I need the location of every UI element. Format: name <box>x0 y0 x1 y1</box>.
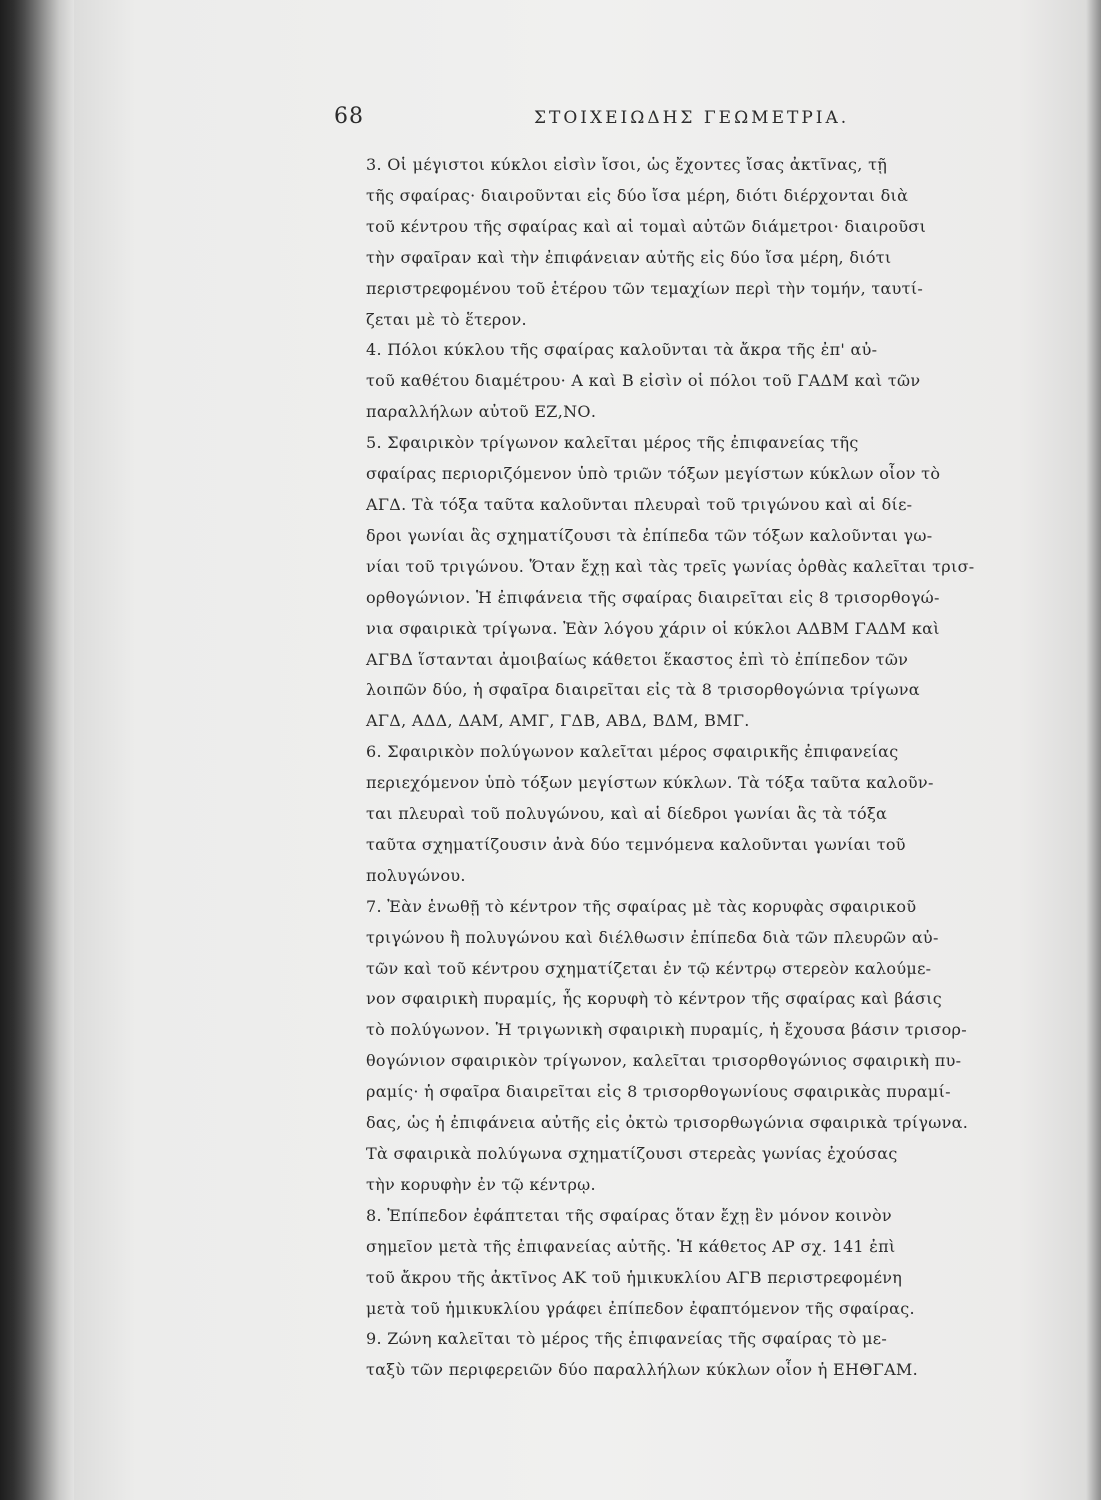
page-header <box>334 104 914 144</box>
text-line: ταῦτα σχηματίζουσιν ἀνὰ δύο τεμνόμενα καλοῦνται γωνίαι τοῦ <box>366 834 906 854</box>
paragraph-4 <box>334 335 1079 428</box>
text-line: σημεῖον μετὰ τῆς ἐπιφανείας αὐτῆς. Ἡ κάθετος ΑΡ σχ. 141 ἐπὶ <box>366 1236 896 1256</box>
paragraph-3 <box>334 150 1079 335</box>
paragraph-5 <box>334 428 1079 737</box>
paragraph-7-continued <box>334 1139 1079 1201</box>
text-line: δροι γωνίαι ἃς σχηματίζουσι τὰ ἐπίπεδα τῶν τόξων καλοῦνται γω- <box>366 525 933 545</box>
text-line: 9. Ζώνη καλεῖται τὸ μέρος τῆς ἐπιφανείας τῆς σφαίρας τὸ με- <box>366 1329 888 1349</box>
running-head-title: ΣΤΟΙΧΕΙΩΔΗΣ ΓΕΩΜΕΤΡΙΑ. <box>534 108 850 128</box>
paragraph-7 <box>334 892 1079 1139</box>
paragraph-8 <box>334 1201 1079 1325</box>
text-line: ζεται μὲ τὸ ἕτερον. <box>366 309 527 329</box>
text-line: τὴν σφαῖραν καὶ τὴν ἐπιφάνειαν αὐτῆς εἰς δύο ἴσα μέρη, διότι <box>366 247 892 267</box>
text-line: τριγώνου ἢ πολυγώνου καὶ διέλθωσιν ἐπίπεδα διὰ τῶν πλευρῶν αὐ- <box>366 927 939 947</box>
text-line: τοῦ καθέτου διαμέτρου· Α καὶ Β εἰσὶν οἱ πόλοι τοῦ ΓΑΔΜ καὶ τῶν <box>366 371 921 391</box>
text-line: 8. Ἐπίπεδον ἐφάπτεται τῆς σφαίρας ὅταν ἔχῃ ἓν μόνον κοινὸν <box>366 1205 892 1225</box>
text-line: περιστρεφομένου τοῦ ἑτέρου τῶν τεμαχίων περὶ τὴν τομήν, ταυτί- <box>366 278 924 298</box>
text-line: παραλλήλων αὐτοῦ ΕΖ,ΝΟ. <box>366 402 597 422</box>
text-line: τοῦ ἄκρου τῆς ἀκτῖνος ΑΚ τοῦ ἡμικυκλίου ΑΓΒ περιστρεφομένη <box>366 1267 903 1287</box>
text-line: δας, ὡς ἡ ἐπιφάνεια αὐτῆς εἰς ὀκτὼ τρισορθωγώνια σφαιρικὰ τρίγωνα. <box>366 1113 969 1133</box>
text-line: 6. Σφαιρικὸν πολύγωνον καλεῖται μέρος σφαιρικῆς ἐπιφανείας <box>366 742 899 762</box>
text-line: 4. Πόλοι κύκλου τῆς σφαίρας καλοῦνται τὰ ἄκρα τῆς ἐπ' αὐ- <box>366 340 878 360</box>
text-line: μετὰ τοῦ ἡμικυκλίου γράφει ἐπίπεδον ἐφαπτόμενον τῆς σφαίρας. <box>366 1298 915 1318</box>
text-line: θογώνιον σφαιρικὸν τρίγωνον, καλεῖται τρισορθογώνιος σφαιρικὴ πυ- <box>366 1051 962 1071</box>
page-number: 68 <box>334 104 364 129</box>
text-line: ταξὺ τῶν περιφερειῶν δύο παραλλήλων κύκλων οἷον ἡ ΕΗΘΓΑΜ. <box>366 1360 918 1380</box>
text-line: ορθογώνιον. Ἡ ἐπιφάνεια τῆς σφαίρας διαιρεῖται εἰς 8 τρισορθογώ- <box>366 587 940 607</box>
text-line: τῆς σφαίρας· διαιροῦνται εἰς δύο ἴσα μέρη, διότι διέρχονται διὰ <box>366 185 909 205</box>
text-line: περιεχόμενον ὑπὸ τόξων μεγίστων κύκλων. Τὰ τόξα ταῦτα καλοῦν- <box>366 773 934 793</box>
text-line: ΑΓΔ. Τὰ τόξα ταῦτα καλοῦνται πλευραὶ τοῦ τριγώνου καὶ αἱ δίε- <box>366 494 913 514</box>
text-line: νίαι τοῦ τριγώνου. Ὅταν ἔχῃ καὶ τὰς τρεῖς γωνίας ὀρθὰς καλεῖται τρισ- <box>366 556 975 576</box>
text-line: ΑΓΒΔ ἵστανται ἀμοιβαίως κάθετοι ἕκαστος ἐπὶ τὸ ἐπίπεδον τῶν <box>366 649 909 669</box>
text-line: ται πλευραὶ τοῦ πολυγώνου, καὶ αἱ δίεδροι γωνίαι ἃς τὰ τόξα <box>366 804 888 824</box>
text-line: ΑΓΔ, ΑΔΔ, ΔΑΜ, ΑΜΓ, ΓΔΒ, ΑΒΔ, ΒΔΜ, ΒΜΓ. <box>366 711 750 731</box>
text-line: Τὰ σφαιρικὰ πολύγωνα σχηματίζουσι στερεὰς γωνίας ἐχούσας <box>366 1144 898 1163</box>
text-line: τῶν καὶ τοῦ κέντρου σχηματίζεται ἐν τῷ κέντρῳ στερεὸν καλούμε- <box>366 958 932 978</box>
text-line: τὴν κορυφὴν ἐν τῷ κέντρῳ. <box>366 1174 596 1194</box>
paragraph-6 <box>334 737 1079 892</box>
text-line: σφαίρας περιοριζόμενον ὑπὸ τριῶν τόξων μεγίστων κύκλων οἷον τὸ <box>366 464 941 484</box>
page-edge-shadow <box>1086 0 1101 1500</box>
text-line: νια σφαιρικὰ τρίγωνα. Ἐὰν λόγου χάριν οἱ κύκλοι ΑΔΒΜ ΓΑΔΜ καὶ <box>366 618 940 638</box>
paragraph-9 <box>334 1324 1079 1386</box>
book-binding-edge <box>0 0 74 1500</box>
text-line: ραμίς· ἡ σφαῖρα διαιρεῖται εἰς 8 τρισορθογωνίους σφαιρικὰς πυραμί- <box>366 1082 951 1102</box>
text-line: τὸ πολύγωνον. Ἡ τριγωνικὴ σφαιρικὴ πυραμίς, ἡ ἔχουσα βάσιν τρισορ- <box>366 1020 967 1040</box>
text-line: 5. Σφαιρικὸν τρίγωνον καλεῖται μέρος τῆς ἐπιφανείας τῆς <box>366 433 859 453</box>
body-text <box>334 150 1079 1386</box>
text-line: 7. Ἐὰν ἑνωθῇ τὸ κέντρον τῆς σφαίρας μὲ τὰς κορυφὰς σφαιρικοῦ <box>366 896 917 916</box>
text-line: πολυγώνου. <box>366 865 466 885</box>
text-line: νον σφαιρικὴ πυραμίς, ἧς κορυφὴ τὸ κέντρον τῆς σφαίρας καὶ βάσις <box>366 989 943 1009</box>
text-line: τοῦ κέντρου τῆς σφαίρας καὶ αἱ τομαὶ αὐτῶν διάμετροι· διαιροῦσι <box>366 216 927 236</box>
text-line: λοιπῶν δύο, ἡ σφαῖρα διαιρεῖται εἰς τὰ 8 τρισορθογώνια τρίγωνα <box>366 680 920 700</box>
text-line: 3. Οἱ μέγιστοι κύκλοι εἰσὶν ἴσοι, ὡς ἔχοντες ἴσας ἀκτῖνας, τῇ <box>366 155 888 174</box>
